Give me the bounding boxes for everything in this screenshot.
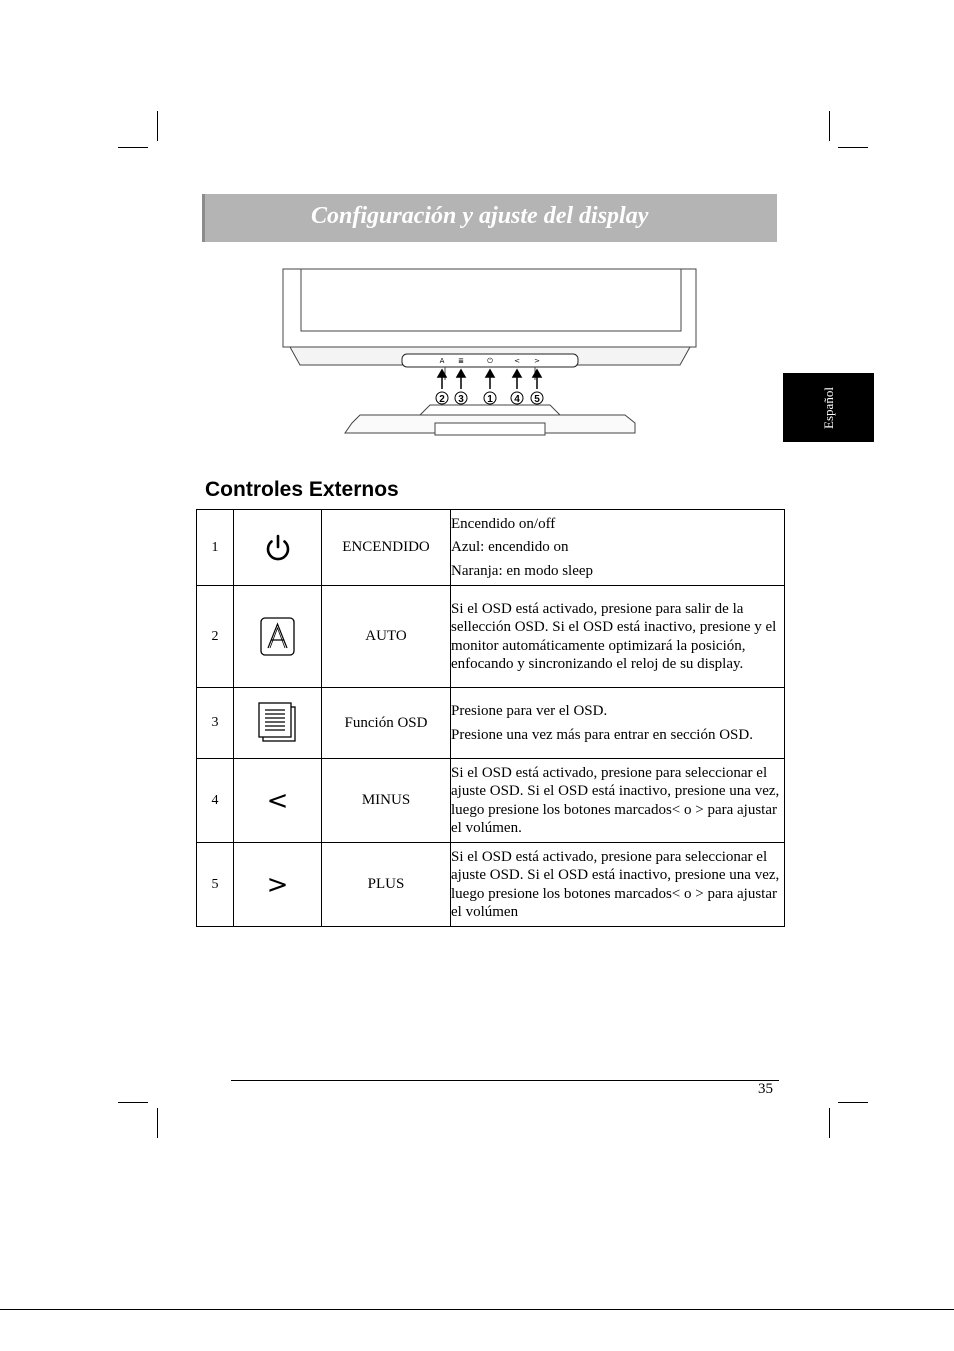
plus-icon: > [266,869,289,900]
figure-button-glyph: ≣ [458,357,464,365]
callout-number: 4 [514,394,520,405]
crop-mark [838,1102,868,1103]
page-number: 35 [758,1081,773,1097]
figure-button-glyph: < [514,357,520,365]
minus-icon: < [266,785,289,816]
control-description: Naranja: en modo sleep [451,562,594,579]
page-bottom-rule [0,1309,954,1310]
crop-mark [838,147,868,148]
control-description: Encendido on/off [451,515,556,532]
table-row [197,688,785,759]
control-description: Presione para ver el OSD. [451,703,608,719]
language-tab-label: Español [820,386,836,429]
callout-number: 3 [458,394,464,405]
figure-button-glyph: A [439,357,445,365]
callout-number: 5 [534,394,540,405]
control-name: PLUS [322,843,451,927]
control-name: ENCENDIDO [322,510,451,586]
footer-rule [231,1080,779,1081]
section-heading: Controles Externos [205,478,399,501]
osd-menu-icon [257,701,299,745]
table-row [197,510,785,586]
callout-number: 1 [487,394,493,405]
crop-mark [157,111,158,141]
crop-mark [118,1102,148,1103]
figure-button-glyph: ⏻ [487,357,493,365]
control-number: 4 [197,759,234,843]
control-number: 2 [197,586,234,688]
control-description: Si el OSD está activado, presione para salir de la sellección OSD. Si el OSD está inactivo, presione y el monitor automáticamente optimizará la posición, enfocando y sincronizando el reloj de su display. [451,600,777,672]
control-description: Presione una vez más para entrar en sección OSD. [451,726,753,743]
control-number: 3 [197,688,234,759]
callout-number: 2 [439,394,445,405]
table-row [197,586,785,688]
table-row [197,759,785,843]
table-row [197,843,785,927]
control-number: 1 [197,510,234,586]
control-name: AUTO [322,586,451,688]
power-icon [263,532,293,564]
figure-button-glyph: > [534,357,540,365]
crop-mark [829,111,830,141]
page-title: Configuración y ajuste del display [311,203,649,229]
control-name: MINUS [322,759,451,843]
control-name: Función OSD [322,688,451,759]
crop-mark [829,1108,830,1138]
control-description: Si el OSD está activado, presione para seleccionar el ajuste OSD. Si el OSD está inactivo, presione una vez, luego presione los botones marcados< o > para ajustar el volúmen [451,848,780,920]
control-number: 5 [197,843,234,927]
crop-mark [118,147,148,148]
monitor-illustration [280,265,700,440]
section-title-bar [202,194,777,242]
language-tab [783,373,874,442]
control-description: Si el OSD está activado, presione para seleccionar el ajuste OSD. Si el OSD está inactivo, presione una vez, luego presione los botones marcados< o > para ajustar el volúmen. [451,764,780,836]
auto-icon [259,616,297,658]
crop-mark [157,1108,158,1138]
control-description: Azul: encendido on [451,539,569,556]
controls-table [196,509,785,927]
